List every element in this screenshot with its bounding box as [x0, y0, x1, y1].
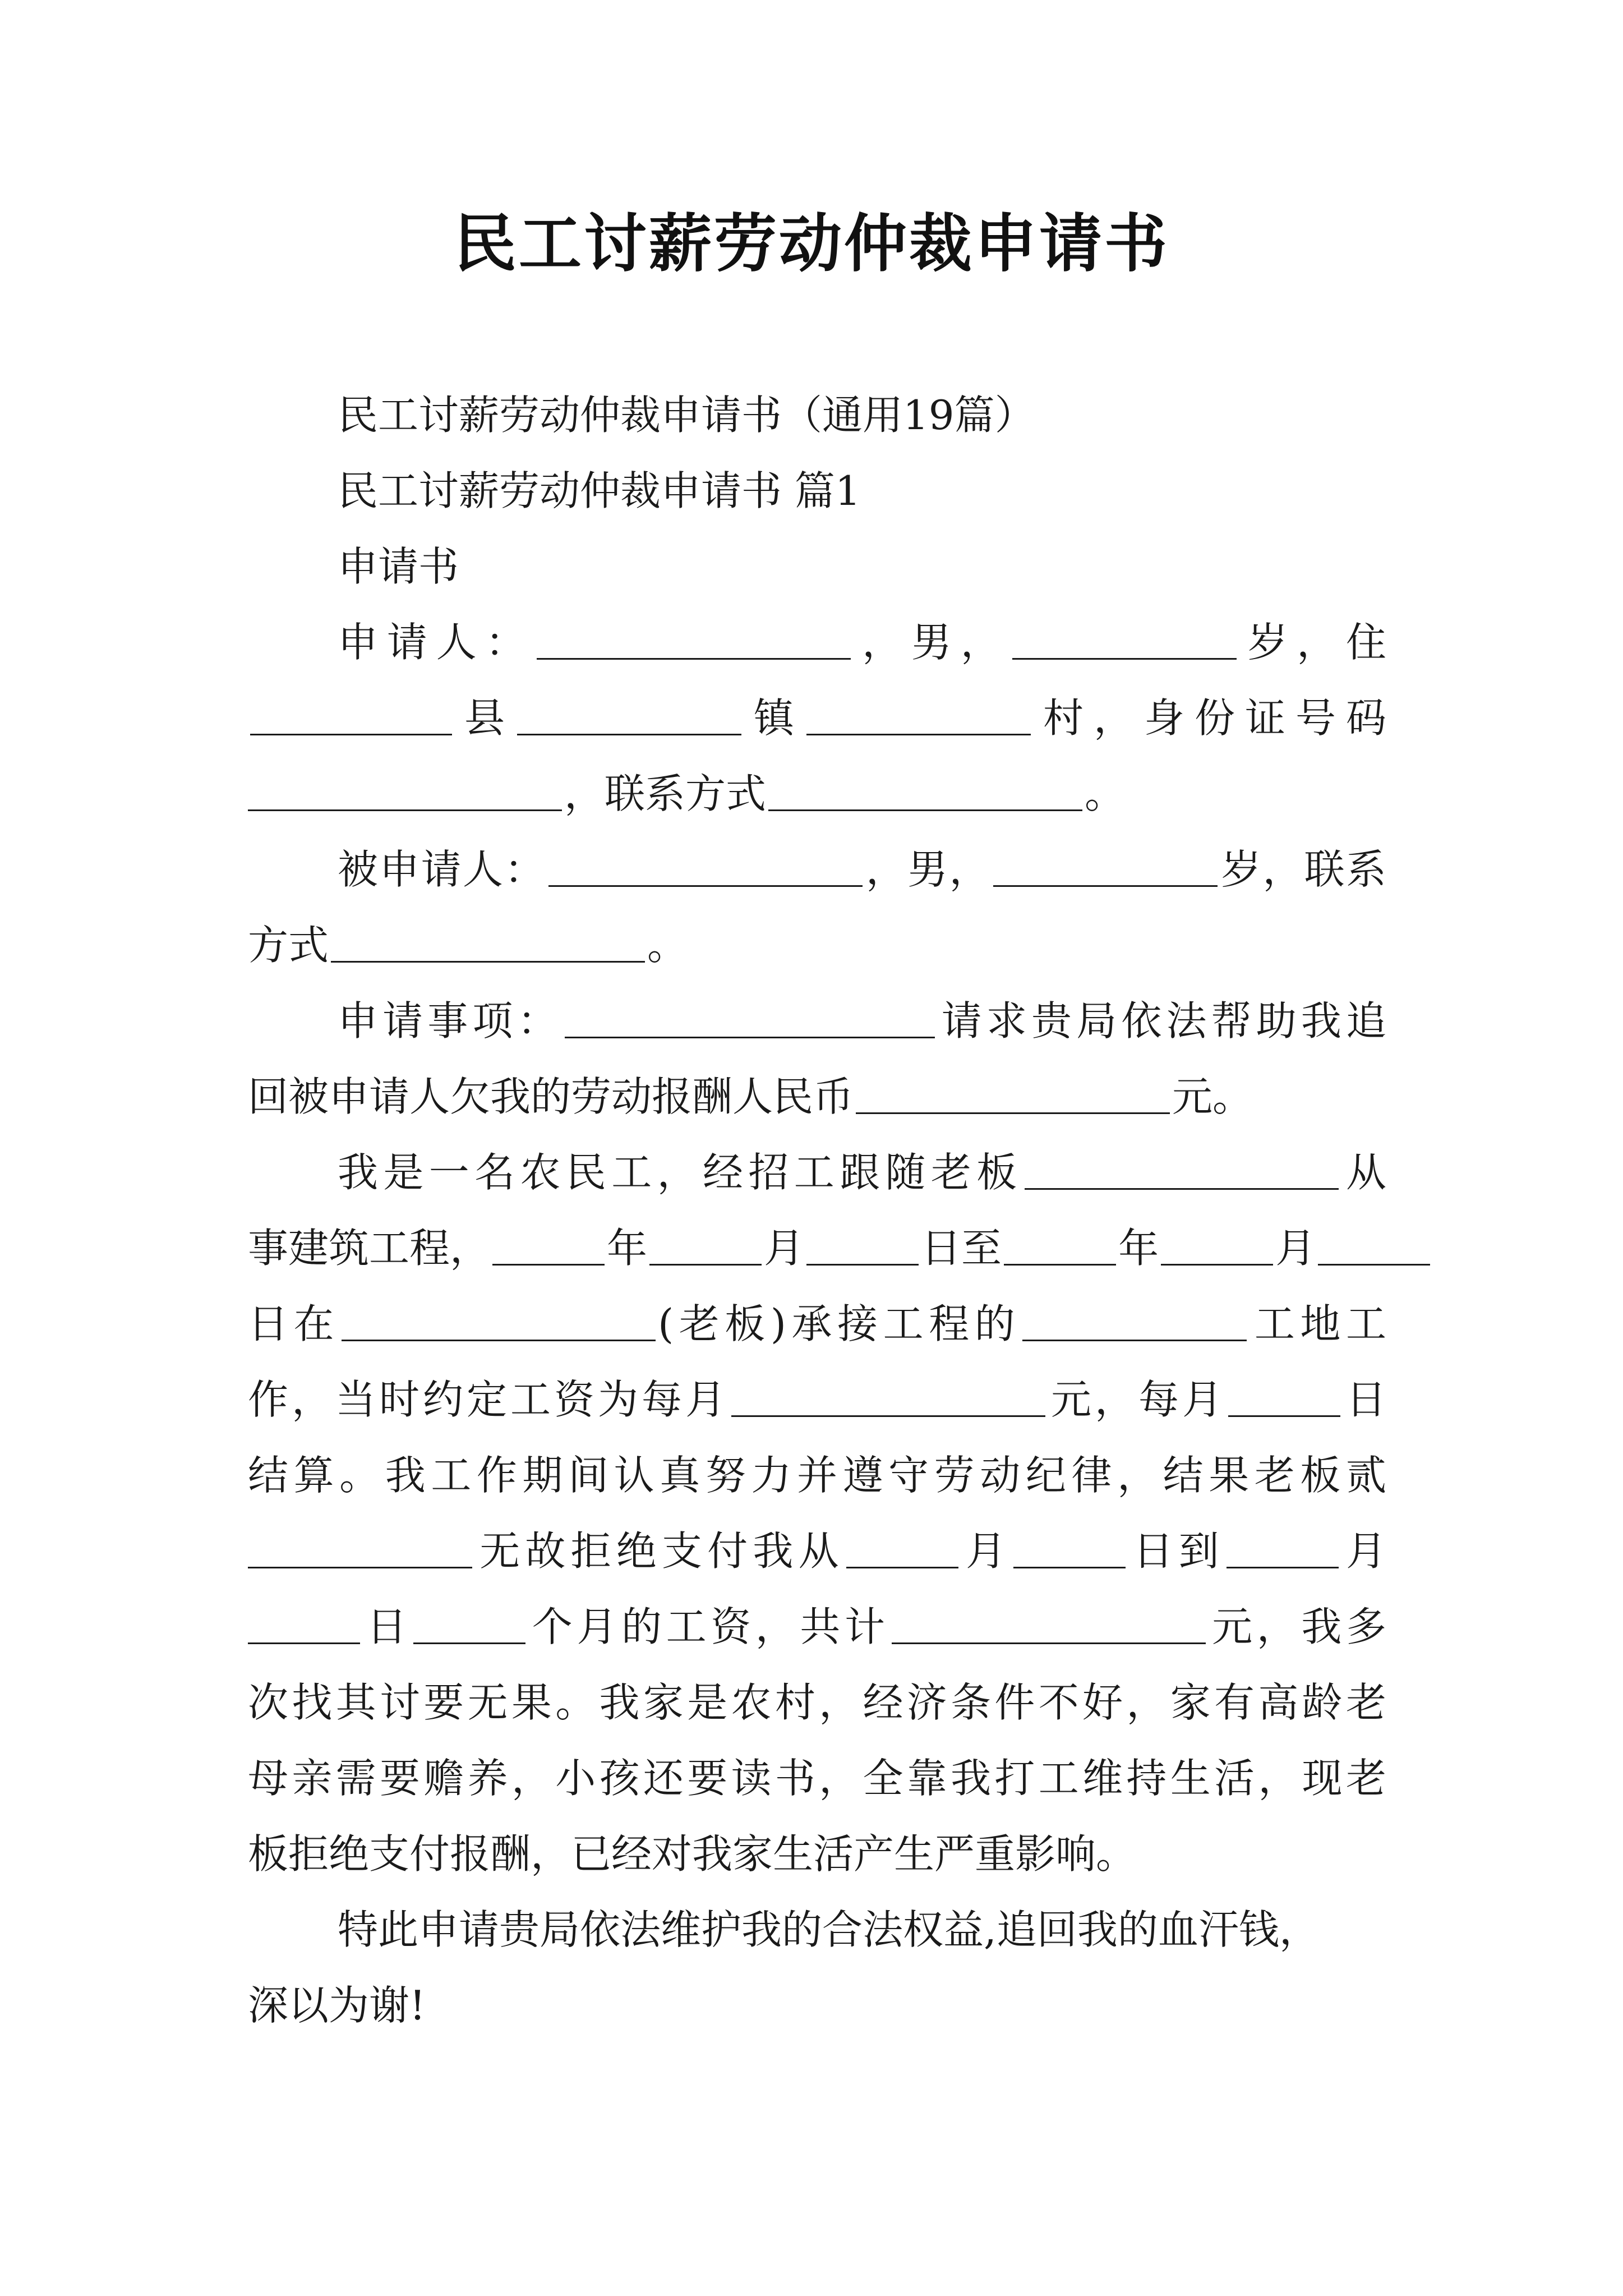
respondent-line-1 [338, 841, 1386, 898]
village-id-label: 村，身份证号码 [1033, 694, 1386, 742]
applicant-end: 。 [1085, 770, 1126, 817]
settle-day-blank [1228, 1376, 1340, 1417]
respondent-line-2 [248, 917, 1386, 973]
month-label: 月 [764, 1225, 805, 1272]
start-day-blank [806, 1225, 919, 1266]
request-unit: 元。 [1172, 1073, 1253, 1120]
facts-l3c: 工地工 [1249, 1300, 1386, 1347]
facts-l3b: (老板)承接工程的 [658, 1300, 1021, 1347]
request-line-1 [338, 993, 1386, 1049]
respondent-name-blank [548, 846, 863, 887]
request-text-b: 回被申请人欠我的劳动报酬人民币 [248, 1073, 854, 1120]
facts-line-8: 次找其讨要无果。我家是农村，经济条件不好，家有高龄老 [248, 1679, 1386, 1726]
start-month-blank [649, 1225, 762, 1266]
doc-label: 申请书 [338, 543, 459, 590]
day-to-label: 日至 [921, 1225, 1002, 1272]
boss-blank [1025, 1149, 1339, 1190]
monthly-wage-blank [731, 1376, 1045, 1417]
request-label: 申请事项： [338, 997, 562, 1045]
village-blank [806, 694, 1031, 735]
applicant-name-blank [537, 619, 851, 660]
boss-name-blank [342, 1300, 656, 1341]
applicant-line-2 [248, 690, 1386, 746]
year-label-2: 年 [1118, 1225, 1159, 1272]
facts-l4b: 元，每月 [1047, 1376, 1226, 1423]
applicant-age-blank [1012, 619, 1237, 660]
respondent-age-contact: 岁，联系 [1219, 846, 1386, 893]
respondent-gender: ，男， [864, 846, 991, 893]
facts-l1a: 我是一名农民工，经招工跟随老板 [338, 1149, 1022, 1196]
end-year-blank [1004, 1225, 1116, 1266]
from-month-blank [846, 1527, 958, 1568]
facts-l2a: 事建筑工程， [248, 1225, 491, 1272]
month-label-2: 月 [1275, 1225, 1316, 1272]
facts-l7a: 个月的工资，共计 [528, 1603, 889, 1650]
applicant-label: 申请人： [338, 619, 535, 666]
facts-l6a: 无故拒绝支付我从 [474, 1527, 844, 1575]
facts-line-2 [248, 1220, 1386, 1276]
facts-line-10: 板拒绝支付报酬，已经对我家生活产生严重影响。 [248, 1830, 1137, 1878]
respondent-contact-blank [331, 922, 645, 963]
applicant-line-3 [248, 766, 1386, 822]
contact-label: ，联系方式 [564, 770, 767, 817]
town-blank [517, 694, 741, 735]
total-amount-blank [892, 1603, 1206, 1644]
town-label: 镇 [744, 694, 804, 742]
months-count-blank [413, 1603, 525, 1644]
id-number-blank [248, 770, 562, 811]
end-month-blank [1161, 1225, 1273, 1266]
boss-name-blank-2 [248, 1527, 472, 1568]
county-blank [250, 694, 452, 735]
day-until-label: 日到 [1128, 1527, 1224, 1575]
facts-line-4 [248, 1372, 1386, 1428]
facts-line-6 [248, 1523, 1386, 1579]
applicant-line-1 [338, 614, 1386, 670]
request-text-a: 请求贵局依法帮助我追 [937, 997, 1386, 1045]
site-blank [1022, 1300, 1247, 1341]
year-label: 年 [607, 1225, 648, 1272]
county-label: 县 [454, 694, 515, 742]
facts-l1b: 从 [1340, 1149, 1386, 1196]
facts-line-5: 结算。我工作期间认真努力并遵守劳动纪律，结果老板贰 [248, 1452, 1386, 1499]
respondent-label: 被申请人： [338, 846, 546, 893]
request-line-2 [248, 1069, 1386, 1125]
document-title: 民工讨薪劳动仲裁申请书 [454, 207, 1169, 280]
day-label: 日 [1342, 1376, 1386, 1423]
facts-line-7 [248, 1599, 1386, 1655]
from-day-blank [1013, 1527, 1126, 1568]
month-label-4: 月 [1340, 1527, 1386, 1575]
respondent-end: 。 [647, 922, 688, 969]
facts-l4a: 作，当时约定工资为每月 [248, 1376, 729, 1423]
applicant-age-unit: 岁，住 [1238, 619, 1386, 666]
facts-l3a: 日在 [248, 1300, 340, 1347]
respondent-contact-label: 方式 [248, 922, 329, 969]
respondent-age-blank [993, 846, 1218, 887]
to-day-blank [248, 1603, 360, 1644]
facts-line-9: 母亲需要赡养，小孩还要读书，全靠我打工维持生活，现老 [248, 1755, 1386, 1802]
amount-blank [856, 1073, 1170, 1114]
day-label-2: 日 [362, 1603, 412, 1650]
end-day-blank [1318, 1225, 1430, 1266]
contact-blank [768, 770, 1082, 811]
closing-line-1: 特此申请贵局依法维护我的合法权益,追回我的血汗钱， [338, 1906, 1320, 1953]
section-heading: 民工讨薪劳动仲裁申请书 篇1 [338, 467, 861, 514]
start-year-blank [492, 1225, 605, 1266]
month-label-3: 月 [960, 1527, 1012, 1575]
closing-line-2: 深以为谢! [248, 1982, 426, 2029]
to-month-blank [1227, 1527, 1339, 1568]
intro-title: 民工讨薪劳动仲裁申请书（通用19篇） [338, 392, 1035, 439]
applicant-gender: ，男， [853, 619, 1010, 666]
facts-line-1 [338, 1144, 1386, 1200]
request-blank [565, 997, 935, 1038]
facts-line-3 [248, 1296, 1386, 1352]
facts-l7b: 元，我多 [1207, 1603, 1386, 1650]
